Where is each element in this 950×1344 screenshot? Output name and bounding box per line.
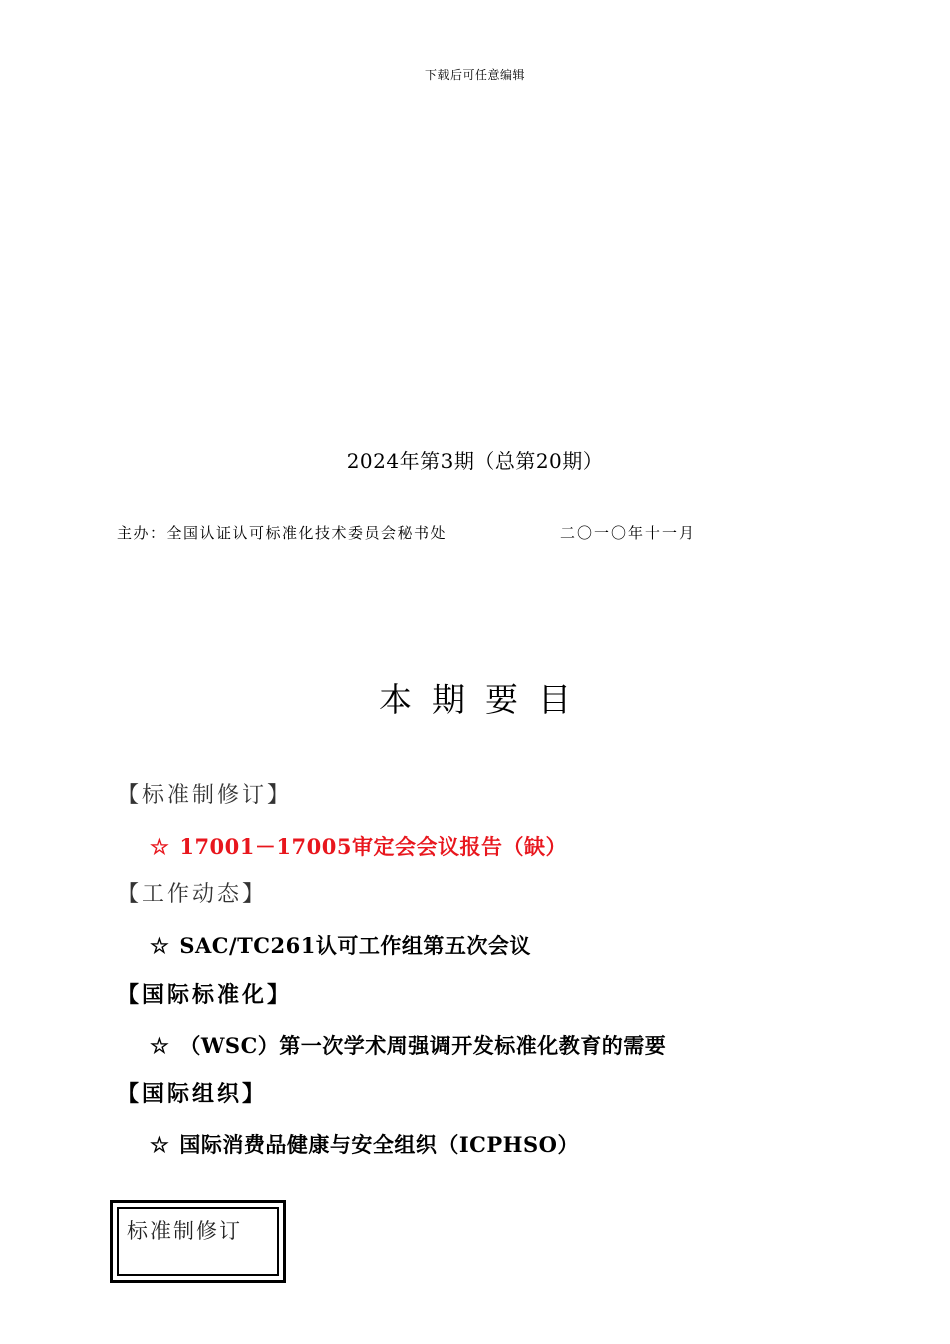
organizer-line: 主办：全国认证认可标准化技术委员会秘书处 <box>117 524 448 542</box>
header-note: 下载后可任意编辑 <box>424 68 525 82</box>
star-icon: ☆ <box>150 933 170 958</box>
contents-item-working-group-meeting <box>150 930 531 960</box>
contents-item-text: （WSC）第一次学术周强调开发标准化教育的需要 <box>179 1033 667 1058</box>
star-icon: ☆ <box>150 1033 170 1058</box>
section-heading-standards-revision: 【标准制修订】 <box>117 783 293 808</box>
contents-item-icphso <box>150 1129 579 1159</box>
contents-item-text: 17001－17005审定会会议报告（缺） <box>179 834 567 859</box>
contents-item-wsc-academic-week <box>150 1030 666 1060</box>
publication-date: 二〇一〇年十一月 <box>560 524 697 542</box>
contents-item-text: SAC/TC261认可工作组第五次会议 <box>179 933 531 958</box>
issue-line: 2024年第3期（总第20期） <box>346 449 604 473</box>
star-icon: ☆ <box>150 1132 170 1157</box>
contents-title: 本期要目 <box>379 680 591 719</box>
section-heading-international-standardization: 【国际标准化】 <box>117 982 293 1008</box>
boxed-section-heading <box>110 1200 286 1283</box>
section-heading-work-news: 【工作动态】 <box>117 882 268 907</box>
contents-item-text: 国际消费品健康与安全组织（ICPHSO） <box>179 1132 579 1157</box>
contents-item-review-meeting <box>150 831 567 861</box>
boxed-heading-label: 标准制修订 <box>127 1219 242 1243</box>
star-icon: ☆ <box>150 834 170 859</box>
section-heading-international-organizations: 【国际组织】 <box>117 1081 268 1107</box>
